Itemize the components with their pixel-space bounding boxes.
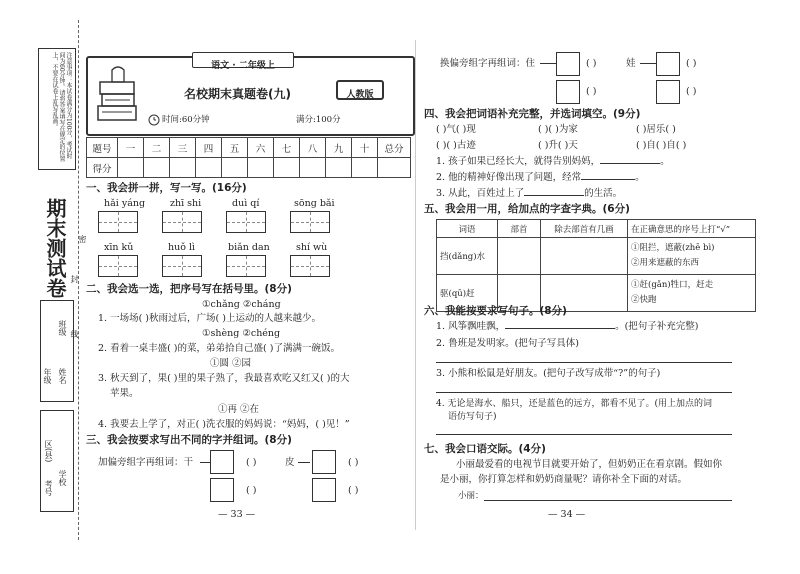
sentence-question: 4. 无论是海水、船只，还是蓝色的远方，都看不见了。(用上加点的词 (436, 399, 712, 409)
clock-icon (148, 114, 160, 126)
dict-meanings (628, 275, 756, 312)
sentence-question: 3. 小熊和松鼠是好朋友。(把句子改写成带“?”的句子) (436, 368, 661, 379)
word-paren: ( ) (246, 485, 257, 496)
writing-grid[interactable] (226, 211, 266, 233)
fill-question: 1. 孩子如果已经长大，就得告别妈妈， 。 (436, 156, 670, 167)
radical-prompt-2: 换偏旁组字再组词：住 (440, 58, 536, 69)
word-paren: ( ) (586, 58, 597, 69)
fill-question (436, 188, 622, 200)
score-table-score-row (87, 158, 411, 178)
pinyin: biǎn dan (228, 242, 270, 253)
dict-word: 挡(dǎng)水 (437, 238, 498, 275)
score-input-cell[interactable] (352, 158, 378, 178)
score-table-header-row (87, 138, 411, 158)
dialogue-prompt-cont: 是小丽，你打算怎样和奶奶商量呢？请你补全下面的对话。 (440, 474, 688, 485)
dict-header: 除去部首有几画 (541, 220, 628, 238)
score-input-cell[interactable] (222, 158, 248, 178)
word-paren: ( ) (246, 457, 257, 468)
subject-banner (192, 52, 294, 71)
option-line: ①再 ②在 (218, 404, 260, 415)
exam-title: 名校期末真题卷(九) (184, 87, 291, 101)
writing-grid[interactable] (162, 211, 202, 233)
answer-blank[interactable] (581, 179, 635, 180)
section6-title: 六、我能按要求写句子。(8分) (424, 305, 567, 317)
dict-strokes-cell[interactable] (541, 238, 628, 275)
dialogue-speaker: 小丽： (458, 491, 484, 501)
word-paren: ( ) (348, 485, 359, 496)
radical-base: 皮 (285, 457, 295, 468)
answer-blank[interactable] (524, 195, 584, 196)
radical-base: 娃 (626, 58, 636, 69)
books-illustration (92, 62, 142, 126)
idiom-blank: ( )( )古迹 (436, 140, 476, 151)
question: 2. 看着一桌丰盛( )的菜，弟弟拾自己盛( )了满满一碗饭。 (98, 343, 340, 354)
word-paren: ( ) (686, 58, 697, 69)
score-input-cell[interactable] (144, 158, 170, 178)
dict-header: 词语 (437, 220, 498, 238)
pinyin: xīn kǔ (104, 242, 134, 253)
answer-blank[interactable] (505, 328, 615, 329)
pinyin: shí wù (296, 242, 328, 253)
answer-box[interactable] (656, 80, 680, 104)
score-cell: 二 (144, 138, 170, 158)
dict-header: 在正确意思的序号上打“√” (628, 220, 756, 238)
seal-label-2: 封 (70, 275, 79, 283)
dashed-cut-line (78, 20, 79, 540)
score-input-cell[interactable] (326, 158, 352, 178)
word-paren: ( ) (586, 86, 597, 97)
writing-grid[interactable] (290, 255, 330, 277)
word-paren: ( ) (686, 86, 697, 97)
pinyin: sōng bǎi (294, 198, 335, 209)
section4-title: 四、我会把词语补充完整，并选词填空。(9分) (424, 108, 641, 120)
dict-meanings (628, 238, 756, 275)
score-cell: 总分 (378, 138, 411, 158)
sentence-question: 2. 鲁班是发明家。(把句子写具体) (436, 338, 579, 349)
seat-label: 考号 (44, 480, 53, 496)
connector-line (200, 462, 210, 463)
answer-box[interactable] (312, 450, 336, 474)
answer-line[interactable] (436, 392, 732, 393)
question: 1. 一场场( )秋雨过后，广场( )上运动的人越来越少。 (98, 313, 321, 324)
writing-grid[interactable] (98, 211, 138, 233)
page-number-left: — 33 — (218, 509, 256, 520)
connector-line (540, 63, 556, 64)
answer-blank[interactable] (600, 163, 660, 164)
dictionary-header-row (437, 220, 756, 238)
name-label: 姓名 (58, 368, 67, 384)
page-number-right: — 34 — (548, 509, 586, 520)
sentence-question-text: 1. 风筝飘哇飘， (436, 321, 506, 332)
meaning-option[interactable]: ①阻拦，遮蔽(zhē bì) (631, 243, 715, 253)
option-line: ①chǎng ②cháng (202, 299, 281, 310)
writing-grid[interactable] (98, 255, 138, 277)
idiom-blank: ( )气( )现 (436, 124, 476, 135)
score-cell: 六 (248, 138, 274, 158)
score-cell: 一 (118, 138, 144, 158)
grade-label: 年级 (43, 368, 52, 384)
pinyin: huǒ lì (168, 242, 196, 253)
idiom-blank: ( )居乐( ) (636, 124, 676, 135)
fill-question-text: 1. 孩子如果已经长大，就得告别妈妈， (436, 156, 601, 167)
score-cell: 四 (196, 138, 222, 158)
fill-question-text: 3. 从此，百姓过上了 (436, 188, 525, 199)
student-info-box (40, 300, 74, 402)
dict-word: 驱(qū)赶 (437, 275, 498, 312)
answer-line[interactable] (436, 434, 732, 435)
score-input-cell[interactable] (274, 158, 300, 178)
answer-box[interactable] (210, 450, 234, 474)
meaning-option[interactable]: ①赶(gǎn)牲口，赶走 (631, 280, 714, 290)
center-fold (415, 40, 416, 530)
score-input-cell[interactable] (196, 158, 222, 178)
fill-question-tail: 的生活。 (584, 188, 623, 199)
answer-box[interactable] (210, 478, 234, 502)
idiom-blank: ( )升( )天 (538, 140, 578, 151)
score-input-cell[interactable] (248, 158, 274, 178)
score-cell: 七 (274, 138, 300, 158)
sidebar (0, 0, 87, 574)
district-label: 区(县) (44, 440, 53, 463)
idiom-blank: ( )( )为家 (538, 124, 578, 135)
answer-box[interactable] (556, 80, 580, 104)
score-input-cell[interactable] (170, 158, 196, 178)
sentence-question (436, 321, 699, 333)
score-input-cell[interactable] (118, 158, 144, 178)
edition-badge (336, 80, 384, 100)
dialogue-prompt: 小丽最爱看的电视节目就要开始了，但奶奶正在看京剧。假如你 (456, 459, 723, 470)
pinyin: duì qí (232, 198, 260, 209)
writing-grid[interactable] (290, 211, 330, 233)
section3-title: 三、我会按要求写出不同的字并组词。(8分) (86, 434, 292, 446)
class-label: 班级 (58, 320, 67, 336)
question: 3. 秋天到了，果( )里的果子熟了，我最喜欢吃又红又( )的大 (98, 373, 350, 384)
time-limit: 时间:60分钟 (162, 115, 210, 125)
score-input-cell[interactable] (378, 158, 411, 178)
edition-text: 人教版 (346, 90, 374, 100)
score-cell: 三 (170, 138, 196, 158)
score-cell: 九 (326, 138, 352, 158)
writing-grid[interactable] (162, 255, 202, 277)
dictionary-row (437, 238, 756, 275)
dict-radical-cell[interactable] (498, 238, 541, 275)
section7-title: 七、我会口语交际。(4分) (424, 443, 546, 455)
pinyin: hǎi yáng (104, 198, 146, 209)
score-input-cell[interactable] (300, 158, 326, 178)
idiom-blank: ( )自( )自( ) (636, 140, 687, 151)
section2-title: 二、我会选一选，把序号写在括号里。(8分) (86, 283, 292, 295)
dictionary-table (436, 219, 756, 312)
word-paren: ( ) (348, 457, 359, 468)
fill-question-text: 2. 他的精神好像出现了问题，经常 (436, 172, 582, 183)
answer-line[interactable] (484, 500, 732, 501)
answer-box[interactable] (656, 52, 680, 76)
meaning-option[interactable]: ②快跑 (631, 295, 657, 305)
full-score: 满分:100分 (296, 115, 341, 125)
option-line: ①shèng ②chéng (202, 328, 281, 339)
writing-grid[interactable] (226, 255, 266, 277)
question-cont: 苹果。 (110, 388, 139, 399)
meaning-option[interactable]: ②用来遮蔽的东西 (631, 258, 700, 268)
answer-box[interactable] (556, 52, 580, 76)
school-label: 学校 (58, 470, 67, 486)
answer-box[interactable] (312, 478, 336, 502)
score-label-cell: 得分 (87, 158, 118, 178)
line-label: 线 (70, 330, 79, 338)
score-table (86, 137, 411, 178)
score-cell: 八 (300, 138, 326, 158)
connector-line (298, 462, 310, 463)
exam-type-title: 期末测试卷 (43, 198, 67, 298)
score-cell: 五 (222, 138, 248, 158)
connector-line (640, 63, 656, 64)
question: 4. 我要去上学了，对正( )洗衣服的妈妈说：“妈妈，( )见！” (98, 419, 350, 430)
sentence-question-cont: 语仿写句子) (448, 412, 497, 422)
section1-title: 一、我会拼一拼，写一写。(16分) (86, 182, 247, 194)
pinyin: zhī shi (170, 198, 202, 209)
score-cell: 题号 (87, 138, 118, 158)
section5-title: 五、我会用一用，给加点的字查字典。(6分) (424, 203, 630, 215)
seal-label: 密 (78, 235, 87, 243)
answer-line[interactable] (436, 362, 732, 363)
subject-text: 语文 · 二年级上 (211, 61, 275, 71)
fill-question: 2. 他的精神好像出现了问题，经常 。 (436, 172, 645, 183)
notice-text: 注意事项：本试卷满分为100分，考试时间为60分钟。请将答案填写在规定的位置上，不要在试卷上乱写乱画。 (51, 52, 72, 162)
radical-prompt: 加偏旁组字再组词：干 (98, 457, 194, 468)
sentence-question-tail: 。(把句子补充完整) (615, 321, 699, 332)
option-line: ①圆 ②园 (210, 358, 252, 369)
dict-header: 部首 (498, 220, 541, 238)
score-cell: 十 (352, 138, 378, 158)
